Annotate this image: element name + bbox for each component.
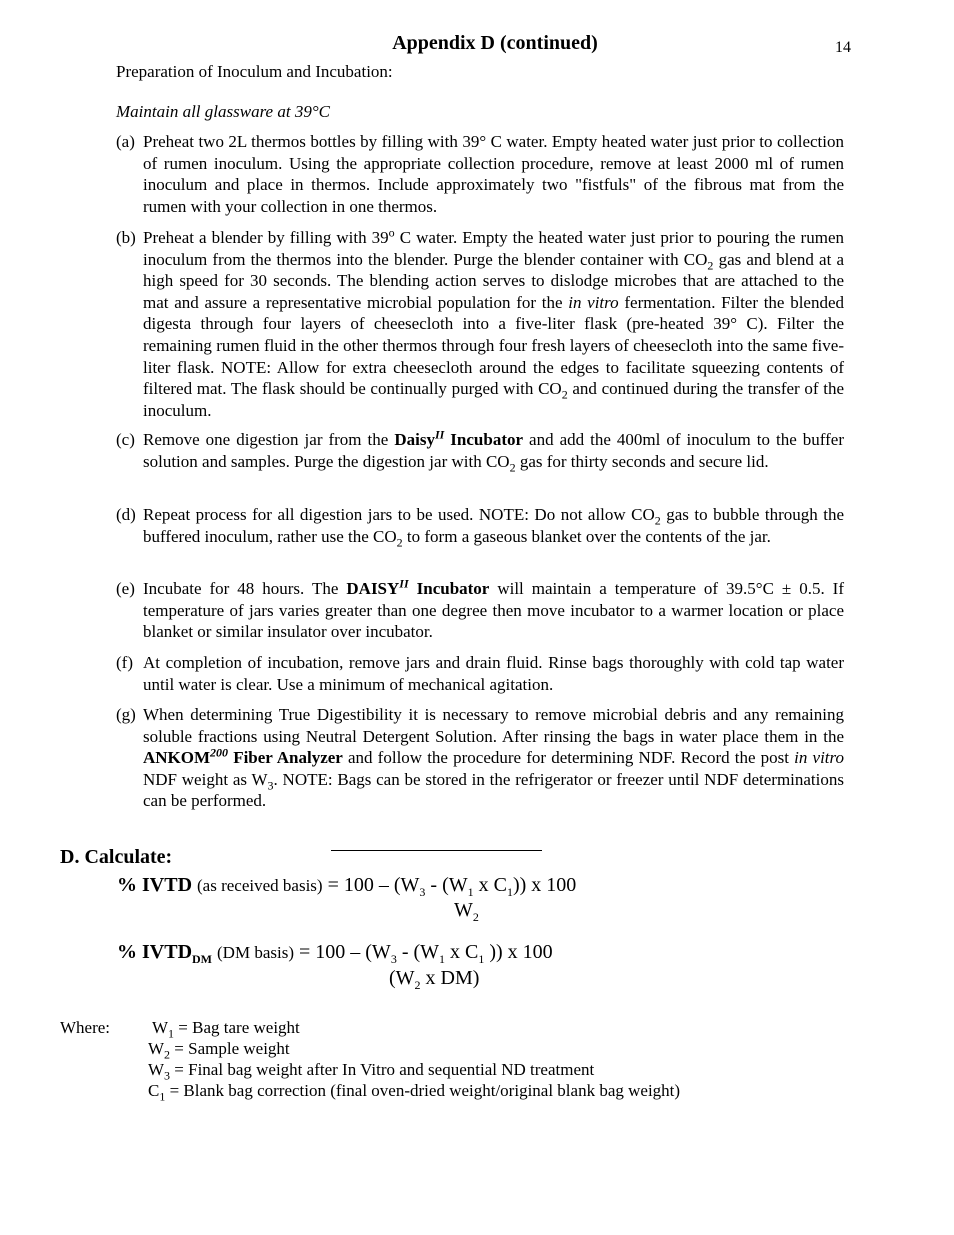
step-f	[116, 652, 844, 695]
step-text: Preheat a blender by filling with 39$^o$ C water. Empty the heated water just prior to pouring the rumen inoculum from the thermos into the blender. Purge the blender container with $CO_2$ gas and blend at a high speed for 30 seconds. The blending action serves to dislodge microbes that are attached to the mat and assure a representative microbial population for the in vitro fermentation. Filter the blended digesta through four layers of cheesecloth into a five-liter flask (pre-heated 39° C). Filter the remaining rumen fluid in the other thermos through four fresh layers of cheesecloth into the same five-liter flask. NOTE: Allow for extra cheesecloth around the edges to facilitate squeezing contents of filtered mat. The flask should be continually purged with $CO_2$ and continued during the transfer of the inoculum.	[143, 225, 845, 420]
step-g	[116, 704, 844, 812]
step-label: (c)	[116, 430, 135, 449]
section-subtitle: Preparation of Inoculum and Incubation:	[116, 62, 393, 81]
definition-w3: $W_3$ = Final bag weight after In Vitro and sequential ND treatment	[148, 1060, 595, 1083]
step-e	[116, 578, 844, 643]
step-text: Preheat two 2L thermos bottles by filling with 39° C water. Empty heated water just prior to collection of rumen inoculum. Using the appropriate collection procedure, remove at least 2000 ml of rumen inoculum and place in thermos. Include approximately two "fistfuls" of the fibrous mat from the rumen with your collection in one thermos.	[143, 132, 844, 216]
brand-ankom-fiber-analyzer: ANKOM$^{200}$ Fiber Analyzer	[143, 745, 343, 768]
formula-ivtd-denominator: $W_2$	[454, 899, 479, 924]
step-label: (f)	[116, 653, 133, 672]
formula-ivtd: % IVTD (as received basis) = $100 - (W_3 - (W_1$ x $C_1$)) x 100	[117, 874, 577, 899]
page-title: Appendix D (continued)	[392, 32, 598, 54]
where-label: Where:	[60, 1018, 111, 1037]
definition-w1: $W_1$ = Bag tare weight	[152, 1018, 300, 1041]
step-b	[116, 227, 844, 421]
calculate-heading: D. Calculate:	[60, 846, 173, 868]
step-text: Incubate for 48 hours. The $DAISY^{II}$ Incubator will maintain a temperature of 39.5°C ± 0.5. If temperature of jars varies greater than one degree then move incubator to a warmer location or place blanket or similar insulator over incubator.	[143, 576, 845, 642]
brand-daisy-incubator: Daisy$^{II}$ Incubator	[394, 427, 524, 449]
step-text: When determining True Digestibility it is necessary to remove microbial debris and any remaining soluble fractions using Neutral Detergent Solution. After rinsing the bags in water place them in the ANKOM$^{200}$ Fiber Analyzer and follow the procedure for determining NDF. Record the post in vitro NDF weight as $W_3$. NOTE: Bags can be stored in the refrigerator or freezer until NDF determinations can be performed.	[143, 705, 845, 811]
step-text: Remove one digestion jar from the Daisy$^{II}$ Incubator and add the 400ml of inoculum to the buffer solution and samples. Purge the digestion jar with $CO_2$ gas for thirty seconds and secure lid.	[143, 427, 845, 474]
step-label: (b)	[116, 228, 136, 247]
step-text: Repeat process for all digestion jars to be used. NOTE: Do not allow $CO_2$ gas to bubble through the buffered inoculum, rather use the $CO_2$ to form a gaseous blanket over the contents of the jar.	[143, 505, 845, 549]
step-label: (d)	[116, 505, 136, 524]
step-d	[116, 504, 844, 547]
page-number: 14	[835, 39, 851, 56]
step-text: At completion of incubation, remove jars and drain fluid. Rinse bags thoroughly with cold tap water until water is clear. Use a minimum of mechanical agitation.	[143, 653, 844, 694]
fraction-bar-decoration	[331, 850, 542, 851]
step-c	[116, 429, 844, 472]
step-label: (e)	[116, 579, 135, 598]
step-label: (g)	[116, 705, 136, 724]
definition-c1: $C_1$ = Blank bag correction (final oven-dried weight/original blank bag weight)	[148, 1081, 681, 1104]
formula-ivtd-dm: % $IVTD_{DM}$ (DM basis) = $100 - (W_3 - (W_1$ x $C_1$ )) x 100	[117, 941, 553, 966]
brand-daisy-incubator: $DAISY^{II}$ Incubator	[346, 576, 490, 598]
step-label: (a)	[116, 132, 135, 151]
definition-w2: $W_2$ = Sample weight	[148, 1039, 290, 1062]
glassware-note: Maintain all glassware at 39°C	[116, 102, 330, 121]
step-a	[116, 131, 844, 217]
formula-ivtd-dm-denominator: ($W_2$ x DM)	[389, 967, 480, 992]
